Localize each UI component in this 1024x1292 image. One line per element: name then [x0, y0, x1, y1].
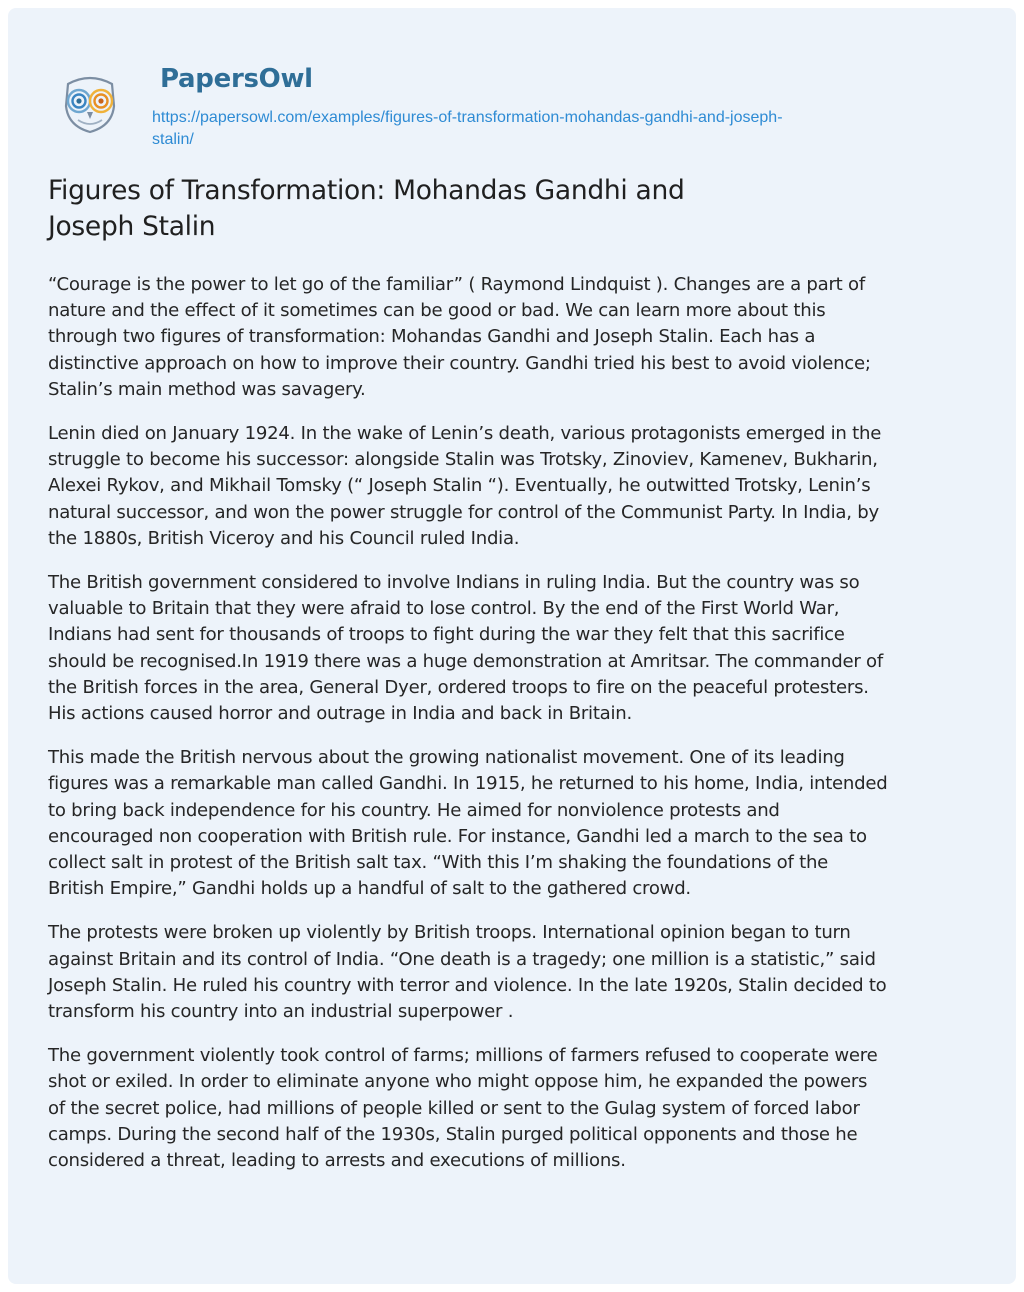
- source-url-link[interactable]: [152, 107, 952, 151]
- paragraph: [48, 421, 993, 552]
- paragraph: [48, 570, 993, 727]
- paragraph: [48, 745, 993, 902]
- text-line: “Courage is the power to let go of the familiar” ( Raymond Lindquist ). Changes are a part of: [48, 274, 865, 295]
- text-line: His actions caused horror and outrage in India and back in Britain.: [48, 703, 633, 725]
- title-line: Joseph Stalin: [48, 211, 216, 242]
- text-line: encouraged non cooperation with British rule. For instance, Gandhi led a march to the sea to: [48, 825, 867, 847]
- text-line: nature and the effect of it sometimes can be good or bad. We can learn more about this: [48, 300, 826, 322]
- title-line: Figures of Transformation: Mohandas Gandhi and: [48, 175, 685, 206]
- owl-logo-icon: [58, 70, 122, 134]
- article-title: [48, 173, 768, 245]
- text-line: The protests were broken up violently by British troops. International opinion began to turn: [48, 922, 851, 944]
- text-line: figures was a remarkable man called Gandhi. In 1915, he returned to his home, India, intended: [48, 773, 888, 795]
- text-line: struggle to become his successor: alongside Stalin was Trotsky, Zinoviev, Kamenev, Bukharin,: [48, 449, 878, 471]
- paragraph: [48, 272, 993, 403]
- text-line: against Britain and its control of India. “One death is a tragedy; one million is a statistic,” said: [48, 948, 876, 970]
- text-line: camps. During the second half of the 1930s, Stalin purged political opponents and those he: [48, 1123, 858, 1145]
- paragraph: [48, 920, 993, 1025]
- text-line: The British government considered to involve Indians in ruling India. But the country was so: [48, 572, 860, 594]
- text-line: to bring back independence for his country. He aimed for nonviolence protests and: [48, 799, 780, 821]
- article-body: [48, 272, 993, 1192]
- text-line: the British forces in the area, General Dyer, ordered troops to fire on the peaceful protesters.: [48, 676, 869, 698]
- text-line: shot or exiled. In order to eliminate anyone who might oppose him, he expanded the powers: [48, 1071, 868, 1093]
- paragraph: [48, 1043, 993, 1174]
- text-line: Indians had sent for thousands of troops to fight during the war they felt that this sacrifice: [48, 624, 845, 646]
- text-line: of the secret police, had millions of people killed or sent to the Gulag system of forced labor: [48, 1097, 860, 1119]
- text-line: should be recognised.In 1919 there was a huge demonstration at Amritsar. The commander of: [48, 650, 883, 672]
- brand-name[interactable]: PapersOwl: [160, 64, 313, 94]
- text-line: The government violently took control of farms; millions of farmers refused to cooperate were: [48, 1045, 878, 1067]
- text-line: considered a threat, leading to arrests and executions of millions.: [48, 1150, 626, 1172]
- text-line: Joseph Stalin. He ruled his country with terror and violence. In the late 1920s, Stalin decided to: [48, 974, 887, 996]
- text-line: This made the British nervous about the growing nationalist movement. One of its leading: [48, 747, 845, 769]
- url-line[interactable]: stalin/: [152, 131, 194, 148]
- text-line: collect salt in protest of the British salt tax. “With this I’m shaking the foundations of the: [48, 852, 829, 874]
- text-line: through two figures of transformation: Mohandas Gandhi and Joseph Stalin. Each has a: [48, 326, 816, 348]
- text-line: British Empire,” Gandhi holds up a handful of salt to the gathered crowd.: [48, 878, 691, 900]
- text-line: transform his country into an industrial superpower .: [48, 1001, 514, 1023]
- text-line: the 1880s, British Viceroy and his Council ruled India.: [48, 527, 520, 549]
- text-line: distinctive approach on how to improve their country. Gandhi tried his best to avoid violence;: [48, 352, 871, 374]
- text-line: Lenin died on January 1924. In the wake of Lenin’s death, various protagonists emerged in the: [48, 423, 882, 445]
- url-line[interactable]: https://papersowl.com/examples/figures-of-transformation-mohandas-gandhi-and-joseph-: [152, 109, 783, 126]
- text-line: valuable to Britain that they were afraid to lose control. By the end of the First World War,: [48, 598, 840, 620]
- text-line: Alexei Rykov, and Mikhail Tomsky (“ Joseph Stalin “). Eventually, he outwitted Trotsky, Lenin’s: [48, 475, 871, 497]
- text-line: natural successor, and won the power struggle for control of the Communist Party. In India, by: [48, 501, 879, 523]
- text-line: Stalin’s main method was savagery.: [48, 378, 366, 400]
